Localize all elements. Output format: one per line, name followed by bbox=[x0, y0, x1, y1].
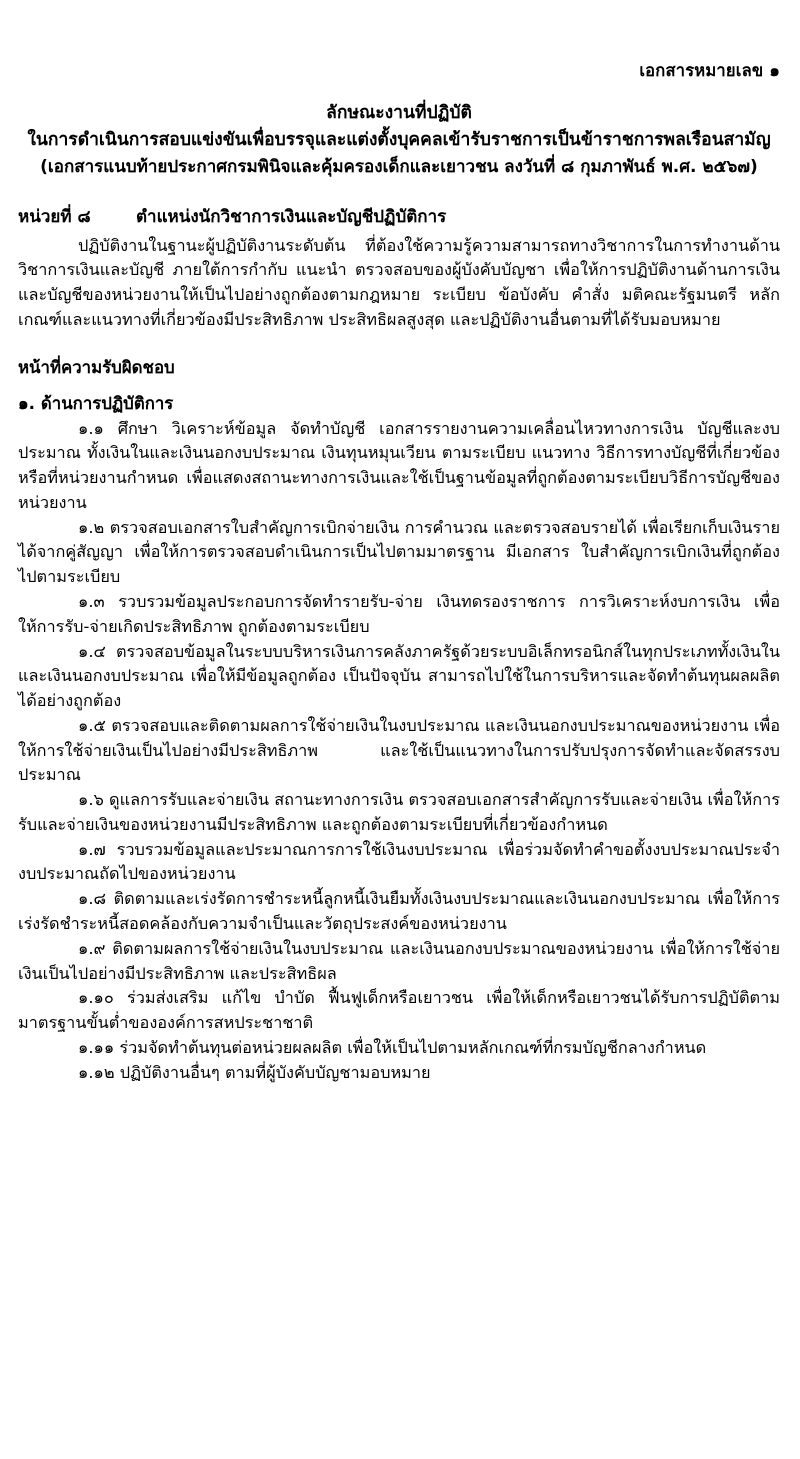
document-reference-number: เอกสารหมายเลข ๑ bbox=[639, 61, 780, 80]
section-1-heading: ๑. ด้านการปฏิบัติการ bbox=[18, 392, 174, 413]
list-item: ๑.๙ ติดตามผลการใช้จ่ายเงินในงบประมาณ และเงินนอกงบประมาณของหน่วยงาน เพื่อให้การใช้จ่ายเงินเป็นไปอย่างมีประสิทธิภาพ และประสิทธิผล bbox=[18, 938, 780, 983]
list-item: ๑.๖ ดูแลการรับและจ่ายเงิน สถานะทางการเงิน ตรวจสอบเอกสารสำคัญการรับและจ่ายเงิน เพื่อให้การรับและจ่ายเงินของหน่วยงานมีประสิทธิภาพ และถูกต้องตามระเบียบที่เกี่ยวข้องกำหนด bbox=[18, 790, 780, 834]
list-item: ๑.๔ ตรวจสอบข้อมูลในระบบบริหารเงินการคลังภาครัฐด้วยระบบอิเล็กทรอนิกส์ในทุกประเภททั้งเงินในและเงินนอกงบประมาณ เพื่อให้มีข้อมูลถูกต้อง เป็นปัจจุบัน สามารถไปใช้ในการบริหารและจัดทำต้นทุนผลผลิตได้อย่างถูกต้อง bbox=[18, 641, 780, 711]
list-item: ๑.๗ รวบรวมข้อมูลและประมาณการการใช้เงินงบประมาณ เพื่อร่วมจัดทำคำขอตั้งงบประมาณประจำงบประมาณถัดไปของหน่วยงาน bbox=[18, 839, 780, 884]
list-item: ๑.๑๐ ร่วมส่งเสริม แก้ไข บำบัด ฟื้นฟูเด็กหรือเยาวชน เพื่อให้เด็กหรือเยาวชนได้รับการปฏิบัติตามมาตรฐานขั้นต่ำขององค์การสหประชาชาติ bbox=[18, 988, 780, 1033]
page-subtitle: ในการดำเนินการสอบแข่งขันเพื่อบรรจุและแต่งตั้งบุคคลเข้ารับราชการเป็นข้าราชการพลเรือนสามัญ bbox=[27, 130, 771, 151]
list-item: ๑.๑ ศึกษา วิเคราะห์ข้อมูล จัดทำบัญชี เอกสารรายงานความเคลื่อนไหวทางการเงิน บัญชีและงบประมาณ ทั้งเงินในและเงินนอกงบประมาณ เงินทุนหมุนเวียน ตามระเบียบ แนวทาง วิธีการทางบัญชีที่เกี่ยวข้องหรือที่หน่วยงานกำหนด เพื่อแสดงสถานะทางการเงินและใช้เป็นฐานข้อมูลที่ถูกต้องตามระเบียบวิธีการบัญชีของหน่วยงาน bbox=[18, 418, 780, 512]
responsibilities-heading: หน้าที่ความรับผิดชอบ bbox=[18, 356, 175, 377]
intro-paragraph: ปฏิบัติงานในฐานะผู้ปฏิบัติงานระดับต้น ที่ต้องใช้ความรู้ความสามารถทางวิชาการในการทำงานด้านวิชาการเงินและบัญชี ภายใต้การกำกับ แนะนำ ตรวจสอบของผู้บังคับบัญชา เพื่อให้การปฏิบัติงานด้านการเงินและบัญชีของหน่วยงานให้เป็นไปอย่างถูกต้องตามกฎหมาย ระเบียบ ข้อบังคับ คำสั่ง มติคณะรัฐมนตรี หลักเกณฑ์และแนวทางที่เกี่ยวข้องมีประสิทธิภาพ ประสิทธิผลสูงสุด และปฏิบัติงานอื่นตามที่ได้รับมอบหมาย bbox=[18, 235, 780, 329]
page-attachment-note: (เอกสารแนบท้ายประกาศกรมพินิจและคุ้มครองเด็กและเยาวชน ลงวันที่ ๘ กุมภาพันธ์ พ.ศ. ๒๕๖๗) bbox=[40, 157, 758, 178]
unit-label: หน่วยที่ ๘ bbox=[18, 206, 91, 227]
page-title: ลักษณะงานที่ปฏิบัติ bbox=[326, 103, 472, 123]
document-title-block bbox=[18, 100, 780, 181]
list-item: ๑.๕ ตรวจสอบและติดตามผลการใช้จ่ายเงินในงบประมาณ และเงินนอกงบประมาณของหน่วยงาน เพื่อให้การใช้จ่ายเงินเป็นไปอย่างมีประสิทธิภาพ และใช้เป็นแนวทางในการปรับปรุงการจัดทำและจัดสรรงบประมาณ bbox=[18, 715, 780, 785]
list-item: ๑.๓ รวบรวมข้อมูลประกอบการจัดทำรายรับ-จ่าย เงินทดรองราชการ การวิเคราะห์งบการเงิน เพื่อให้การรับ-จ่ายเกิดประสิทธิภาพ ถูกต้องตามระเบียบ bbox=[18, 592, 780, 636]
list-item: ๑.๘ ติดตามและเร่งรัดการชำระหนี้ลูกหนี้เงินยืมทั้งเงินงบประมาณและเงินนอกงบประมาณ เพื่อให้การเร่งรัดชำระหนี้สอดคล้องกับความจำเป็นและวัตถุประสงค์ของหน่วยงาน bbox=[18, 889, 780, 933]
list-item: ๑.๒ ตรวจสอบเอกสารใบสำคัญการเบิกจ่ายเงิน การคำนวณ และตรวจสอบรายได้ เพื่อเรียกเก็บเงินรายได้จากคู่สัญญา เพื่อให้การตรวจสอบดำเนินการเป็นไปตามมาตรฐาน มีเอกสาร ใบสำคัญการเบิกเงินที่ถูกต้องไปตามระเบียบ bbox=[18, 517, 780, 587]
unit-row bbox=[18, 203, 780, 230]
list-item: ๑.๑๒ ปฏิบัติงานอื่นๆ ตามที่ผู้บังคับบัญชามอบหมาย bbox=[78, 1062, 431, 1082]
responsibility-list bbox=[18, 417, 780, 1086]
list-item: ๑.๑๑ ร่วมจัดทำต้นทุนต่อหน่วยผลผลิต เพื่อให้เป็นไปตามหลักเกณฑ์ที่กรมบัญชีกลางกำหนด bbox=[78, 1037, 707, 1057]
unit-position-title: ตำแหน่งนักวิชาการเงินและบัญชีปฏิบัติการ bbox=[136, 206, 447, 227]
intro-paragraph-block bbox=[18, 234, 780, 333]
